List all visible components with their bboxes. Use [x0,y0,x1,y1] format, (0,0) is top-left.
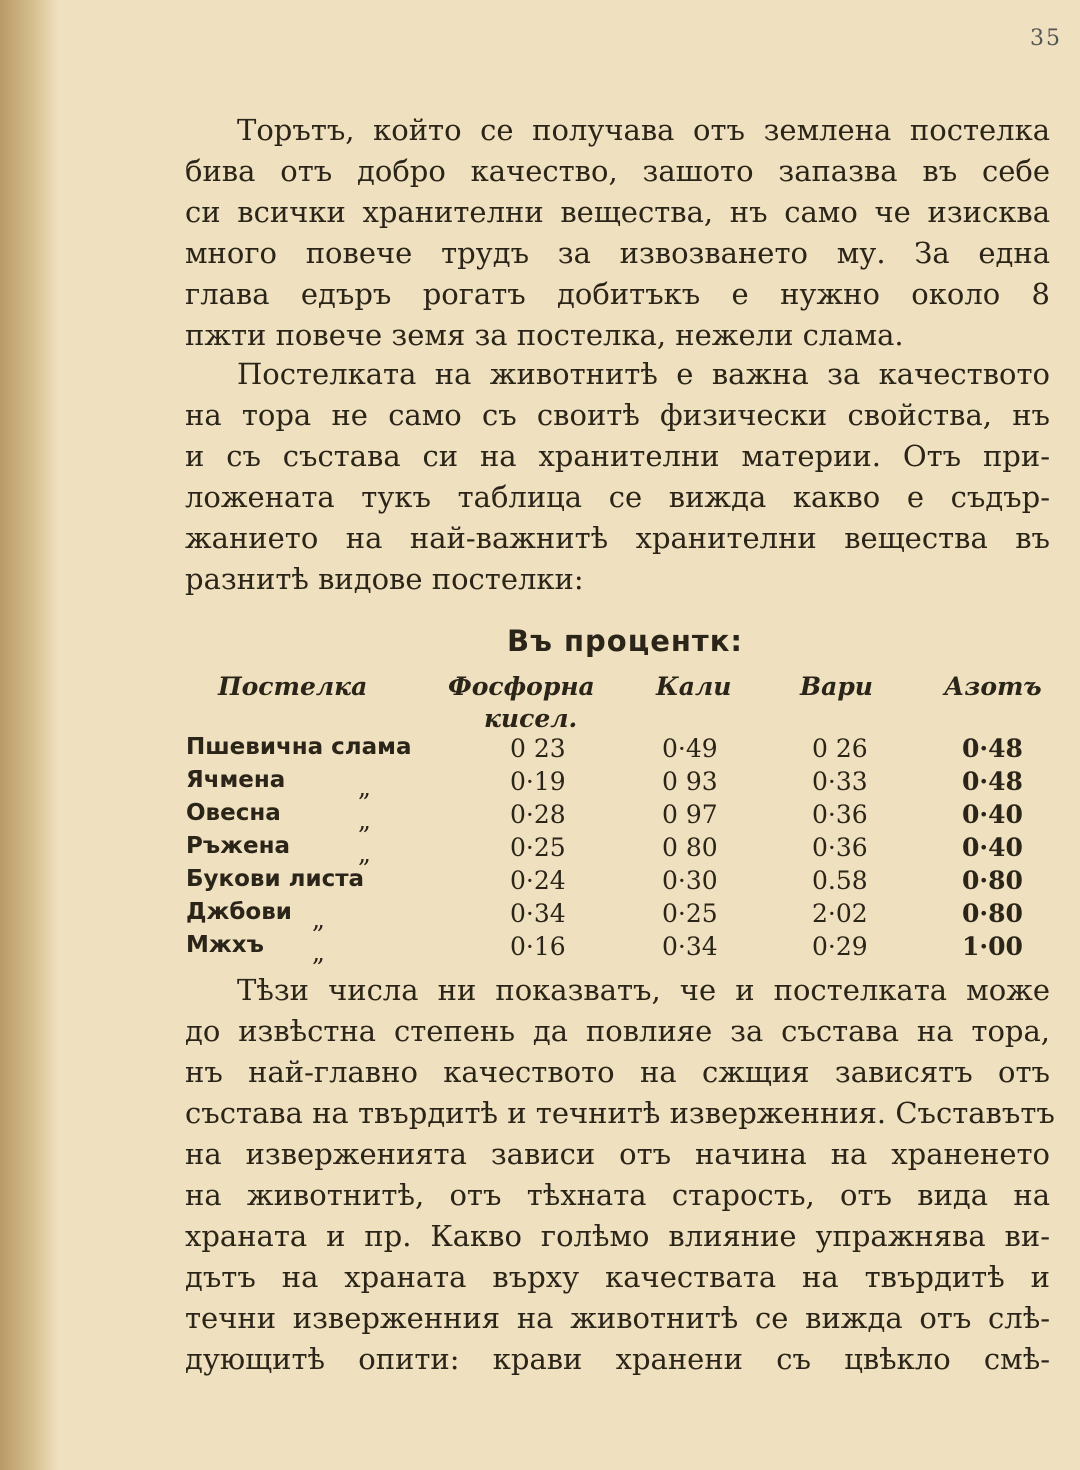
paragraph-2 [185,354,1050,600]
text-line: състава на твърдитѣ и течнитѣ изверженния. Съставътъ [185,1096,1055,1130]
text-line: глава едъръ рогатъ добитъкъ е нужно около 8 [185,277,1050,311]
text-line: разнитѣ видове постелки: [185,562,584,596]
text-line: на животнитѣ, отъ тѣхната старость, отъ вида на [185,1178,1050,1212]
cell-lime: 0·29 [812,932,868,961]
header-phosphoric: Фосфорна [448,672,595,701]
header-bedding: Постелка [218,672,368,701]
header-phosphoric-line2: кисел. [484,704,578,733]
text-line: Торътъ, който се получава отъ землена постелка [237,113,1050,147]
cell-phosphoric: 0·25 [510,833,566,862]
text-line: до извѣстна степень да повлияе за състава на тора, [185,1014,1050,1048]
cell-bedding: Овесна [186,800,281,826]
paragraph-1 [185,110,1050,356]
text-line: пжти повече земя за постелка, нежели слама. [185,318,904,352]
cell-nitrogen: 0·40 [962,800,1023,829]
text-line: течни изверженния на животнитѣ се вижда отъ слѣ- [185,1301,1050,1335]
header-nitrogen: Азотъ [944,672,1042,701]
page-number: 35 [1030,26,1062,51]
header-lime: Вари [800,672,873,701]
cell-lime: 0·33 [812,767,868,796]
text-line: ложената тукъ таблица се вижда какво е съдър- [185,480,1050,514]
cell-potash: 0 80 [662,833,718,862]
cell-potash: 0·49 [662,734,718,763]
text-line: Постелката на животнитѣ е важна за качеството [237,357,1050,391]
text-line: Тѣзи числа ни показватъ, че и постелката може [237,973,1050,1007]
cell-nitrogen: 0·40 [962,833,1023,862]
cell-phosphoric: 0·19 [510,767,566,796]
cell-potash: 0 97 [662,800,718,829]
cell-lime: 0.58 [812,866,868,895]
cell-bedding: Ръжена [186,833,291,859]
cell-bedding: Мжхъ [186,932,264,958]
cell-bedding: Джбови [186,899,292,925]
cell-phosphoric: 0·24 [510,866,566,895]
cell-potash: 0 93 [662,767,718,796]
text-line: храната и пр. Какво голѣмо влияние упражнява ви- [185,1219,1050,1253]
text-line: бива отъ добро качество, зашото запазва въ себе [185,154,1050,188]
text-line: много повече трудъ за извозването му. За една [185,236,1050,270]
table-row [0,932,1080,965]
cell-nitrogen: 0·48 [962,767,1023,796]
cell-phosphoric: 0·16 [510,932,566,961]
header-potash: Кали [656,672,732,701]
text-line: на изверженията зависи отъ начина на храненето [185,1137,1050,1171]
text-line: си всички хранителни вещества, нъ само че изисква [185,195,1050,229]
cell-nitrogen: 0·48 [962,734,1023,763]
ditto-mark: „ [358,806,371,835]
table-row [0,899,1080,932]
text-line: дътъ на храната върху качествата на твърдитѣ и [185,1260,1050,1294]
cell-lime: 2·02 [812,899,868,928]
cell-nitrogen: 1·00 [962,932,1023,961]
cell-lime: 0 26 [812,734,868,763]
ditto-mark: „ [358,773,371,802]
cell-bedding: Ячмена [186,767,286,793]
cell-nitrogen: 0·80 [962,866,1023,895]
text-line: нъ най-главно качеството на сжщия зависятъ отъ [185,1055,1050,1089]
table-row [0,833,1080,866]
table-caption: Въ процентк: [507,624,743,658]
cell-potash: 0·30 [662,866,718,895]
text-line: дующитѣ опити: крави хранени съ цвѣкло смѣ- [185,1342,1050,1376]
cell-phosphoric: 0·28 [510,800,566,829]
table-row [0,866,1080,899]
cell-potash: 0·25 [662,899,718,928]
table-row [0,734,1080,767]
ditto-mark: „ [312,938,325,967]
cell-bedding: Пшевична слама [186,734,412,760]
cell-nitrogen: 0·80 [962,899,1023,928]
cell-lime: 0·36 [812,833,868,862]
cell-potash: 0·34 [662,932,718,961]
table-row [0,800,1080,833]
ditto-mark: „ [312,905,325,934]
paragraph-3 [185,970,1055,1380]
cell-phosphoric: 0·34 [510,899,566,928]
table-row [0,767,1080,800]
cell-lime: 0·36 [812,800,868,829]
text-line: жанието на най-важнитѣ хранителни вещества въ [185,521,1050,555]
text-line: на тора не само съ своитѣ физически свойства, нъ [185,398,1050,432]
cell-phosphoric: 0 23 [510,734,566,763]
ditto-mark: „ [358,839,371,868]
cell-bedding: Букови листа [186,866,365,892]
text-line: и съ състава си на хранителни материи. Отъ при- [185,439,1050,473]
